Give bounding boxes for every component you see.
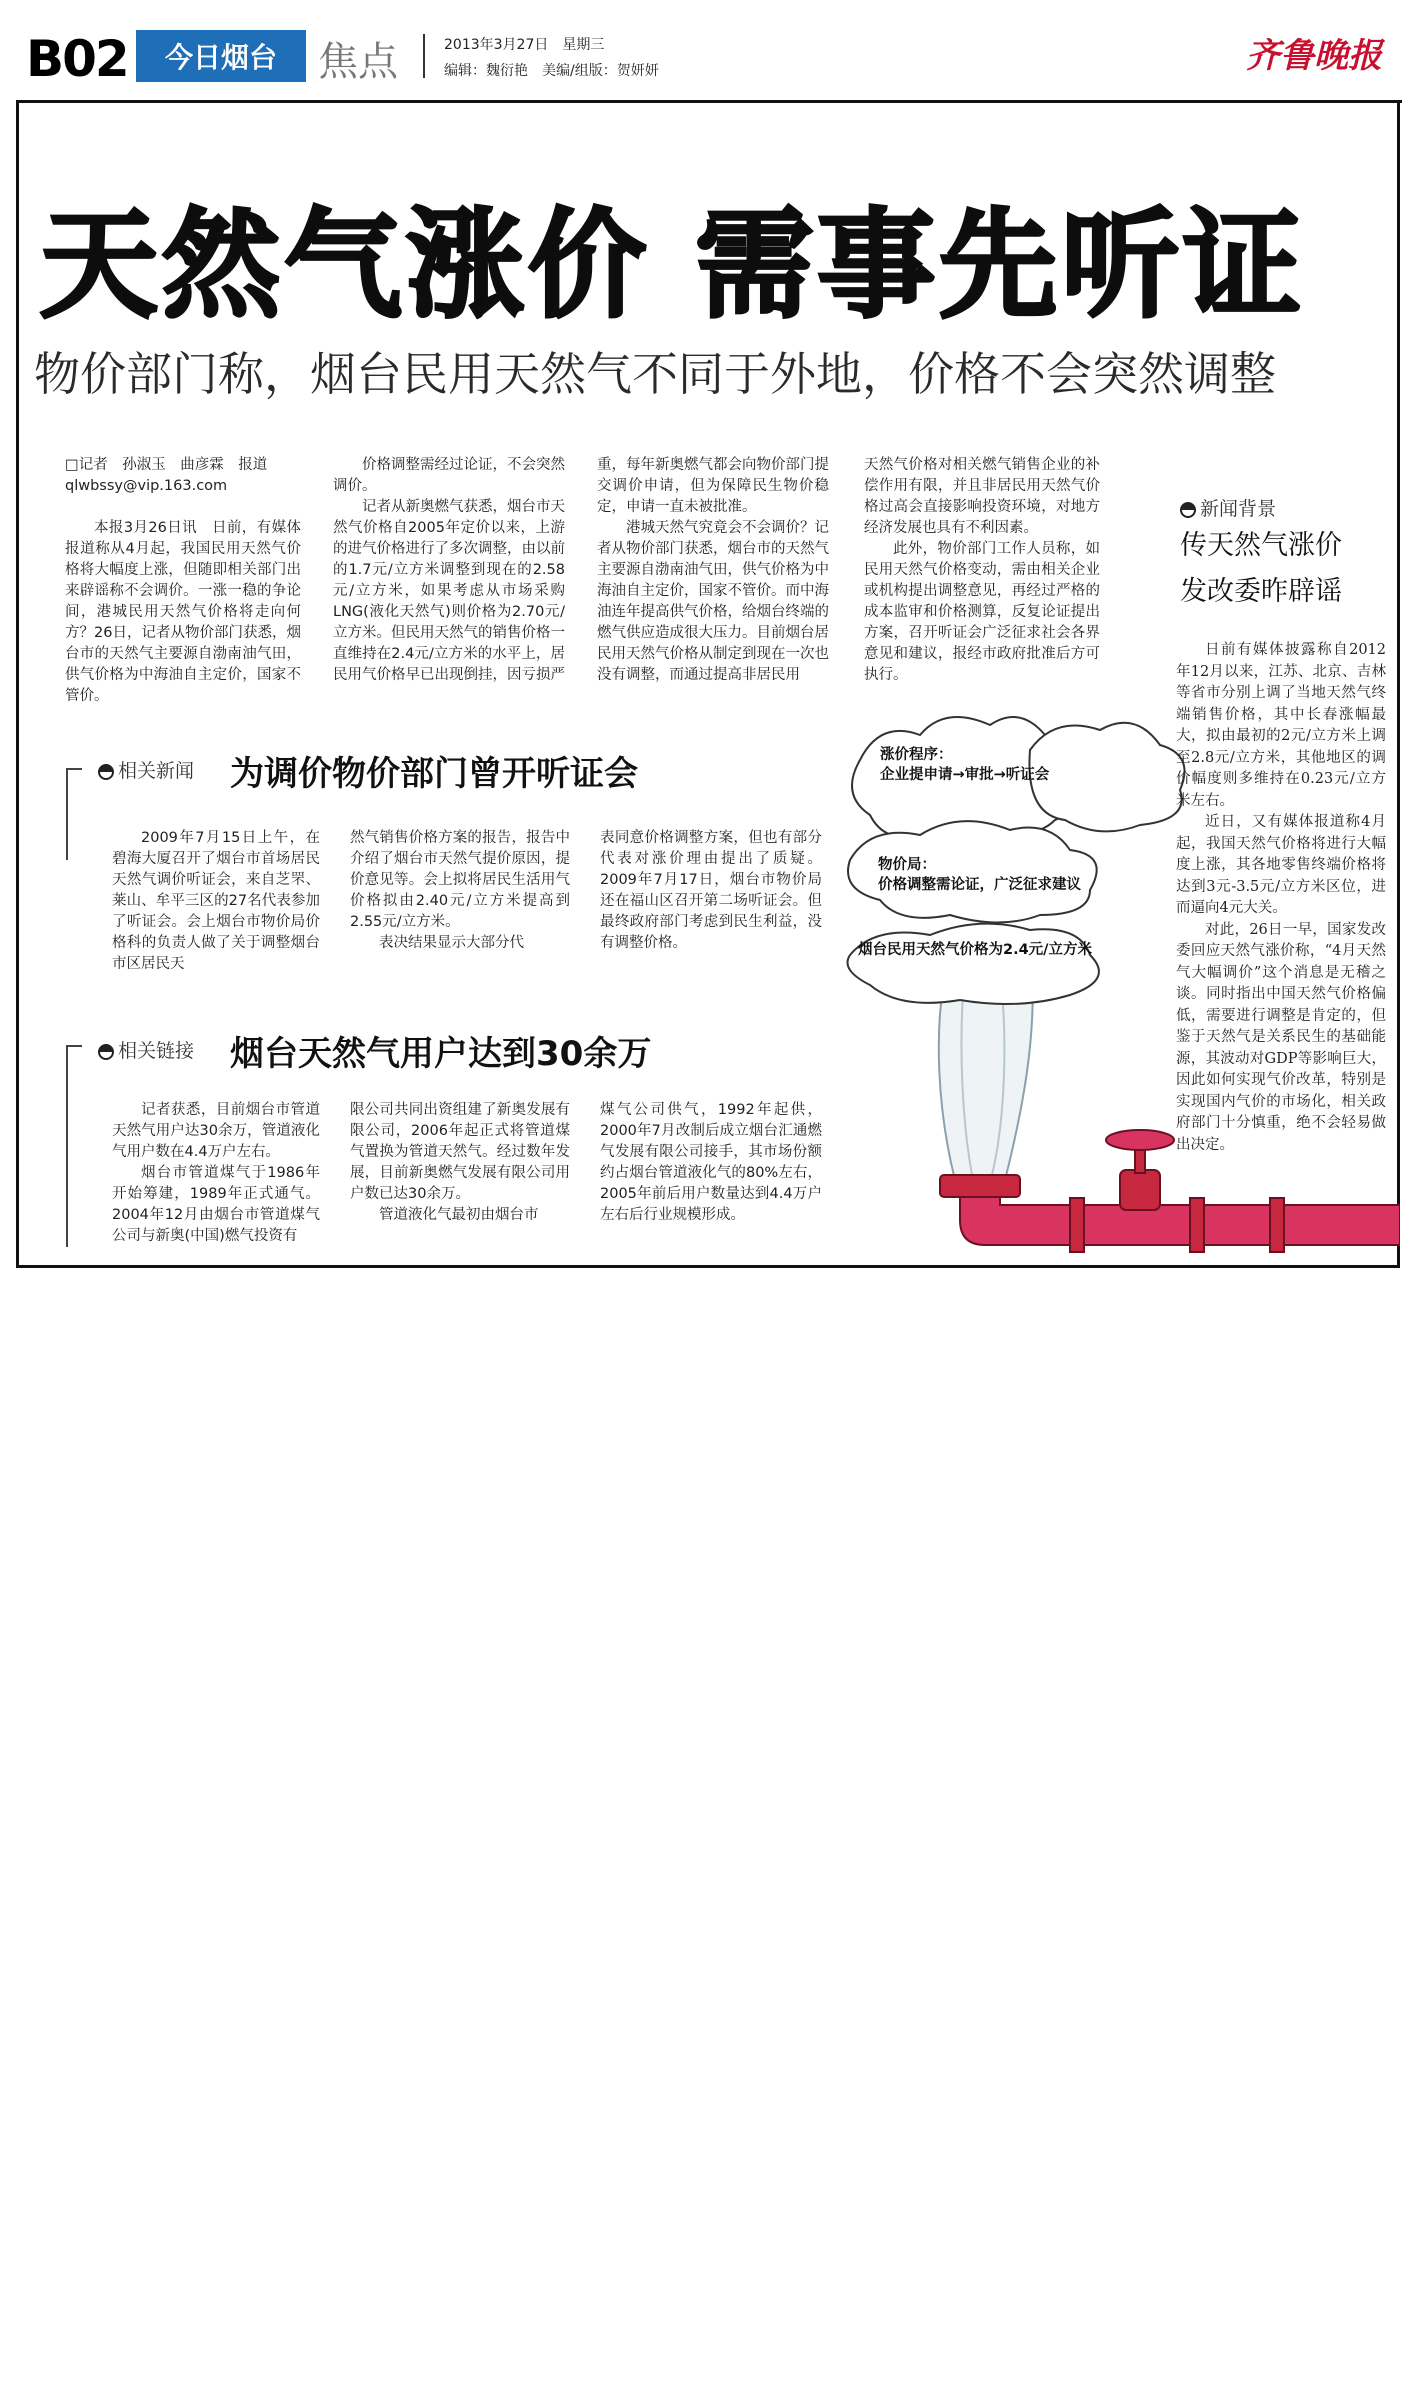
- editors-line: 编辑：魏衍艳 美编/组版：贺妍妍: [444, 63, 659, 79]
- related-link-col1: 记者获悉，目前烟台市管道天然气用户达30余万，管道液化气用户数在4.4万户左右。 烟台市管道煤气于1986年开始筹建，1989年正式通气。2004年12月由烟台市管道煤气公司与新奥(中国)燃气投资有: [112, 1102, 320, 1244]
- subheadline: 物价部门称，烟台民用天然气不同于外地，价格不会突然调整: [34, 347, 1276, 401]
- cloud-caption-procedure: 涨价程序： 企业提申请→审批→听证会: [880, 747, 1050, 783]
- topic-label: 焦点: [318, 39, 398, 85]
- valve-icon: [1106, 1130, 1174, 1210]
- background-label: 新闻背景: [1180, 494, 1276, 521]
- article-col2: [333, 455, 565, 686]
- related-news-col3: 表同意价格调整方案，但也有部分代表对涨价理由提出了质疑。2009年7月17日，烟台市物价局还在福山区召开第二场听证会。但最终政府部门考虑到民生利益，没有调整价格。: [600, 830, 822, 951]
- article-col1: 本报3月26日讯 日前，有媒体报道称从4月起，我国民用天然气价格将大幅度上涨，但随即相关部门出来辟谣称不会调价。一涨一稳的争论间，港城民用天然气价格将走向何方？26日，记者从物价部门获悉，烟台市的天然气主要源自渤南油气田，供气价格为中海油自主定价，国家不管价。: [65, 520, 301, 704]
- header-divider: [423, 34, 425, 78]
- related-link-col3: 煤气公司供气，1992年起供，2000年7月改制后成立烟台汇通燃气发展有限公司接手，其市场份额约占烟台管道液化气的80%左右，2005年前后用户数量达到4.4万户左右后行业规模形成。: [600, 1102, 822, 1223]
- headline: 天然气涨价 需事先听证: [40, 196, 1306, 334]
- article-col3: [597, 455, 829, 686]
- related-link-label: 相关链接: [98, 1036, 194, 1063]
- related-news-label: 相关新闻: [98, 756, 194, 783]
- half-circle-icon: [98, 1044, 114, 1060]
- gas-pipe: [960, 1197, 1400, 1245]
- cloud-caption-price: 烟台民用天然气价格为2.4元/立方米: [858, 942, 1092, 958]
- related-link-title: 烟台天然气用户达到30余万: [230, 1034, 652, 1074]
- article-col4-p1: 天然气价格对相关燃气销售企业的补偿作用有限，并且非居民用天然气价格过高会直接影响投资环境，对地方经济发展也具有不利因素。: [864, 457, 1100, 536]
- article-col2-p1: 价格调整需经过论证，不会突然调价。: [333, 457, 565, 494]
- page-number: B02: [26, 30, 128, 88]
- byline: □记者 孙淑玉 曲彦霖 报道: [65, 457, 268, 473]
- article-col4-p2: 此外，物价部门工作人员称，如民用天然气价格变动，需由相关企业或机构提出调整意见，再经过严格的成本监审和价格测算，反复论证提出方案，召开听证会广泛征求社会各界意见和建议，报经市政府批准后方可执行。: [864, 541, 1100, 683]
- related-link-col2: 限公司共同出资组建了新奥发展有限公司，2006年起正式将管道煤气置换为管道天然气。经过数年发展，目前新奥燃气发展有限公司用户数已达30余万。 管道液化气最初由烟台市: [350, 1102, 570, 1223]
- article-col4: [864, 455, 1100, 686]
- email: qlwbssy@vip.163.com: [65, 478, 228, 494]
- related-news-col1: 2009年7月15日上午，在碧海大厦召开了烟台市首场居民天然气调价听证会，来自芝罘、莱山、牟平三区的27名代表参加了听证会。会上烟台市物价局价格科的负责人做了关于调整烟台市区居民天: [112, 830, 320, 972]
- date-line: 2013年3月27日 星期三: [444, 37, 605, 53]
- background-title: 传天然气涨价 发改委昨辟谣: [1180, 530, 1342, 607]
- background-body: 日前有媒体披露称自2012年12月以来，江苏、北京、吉林等省市分别上调了当地天然气终端销售价格，其中长春涨幅最大，拟由最初的2元/立方米上调至2.8元/立方米，其他地区的调价幅度则多维持在0.23元/立方米左右。 近日，又有媒体报道称4月起，我国天然气价格将进行大幅度上涨，其各地零售终端价格将达到3元-3.5元/立方米区位，进而逼向4元大关。 对此，26日一早，国家发改委回应天然气涨价称，“4月天然气大幅调价”这个消息是无稽之谈。同时指出中国天然气价格偏低，需要进行调整是肯定的，但鉴于天然气是关系民生的基础能源，其波动对GDP等影响巨大，因此如何实现气价改革，特别是实现国内气价的市场化，相关政府部门十分慎重，绝不会轻易做出决定。: [1176, 642, 1386, 1153]
- half-circle-icon: [98, 764, 114, 780]
- byline-block: [65, 455, 301, 707]
- section-bracket-2: [66, 1045, 82, 1247]
- related-news-col2: 然气销售价格方案的报告，报告中介绍了烟台市天然气提价原因，提价意见等。会上拟将居民生活用气价格拟由2.40元/立方米提高到2.55元/立方米。 表决结果显示大部分代: [350, 830, 570, 951]
- half-circle-icon: [1180, 502, 1196, 518]
- related-news-title: 为调价物价部门曾开听证会: [230, 754, 638, 794]
- newspaper-logo: 齐鲁晚报: [1246, 36, 1382, 76]
- article-col3-p2: 港城天然气究竟会不会调价？记者从物价部门获悉，烟台市的天然气主要源自渤南油气田，供气价格为中海油自主定价，国家不管价。而中海油连年提高供气价格，给烟台终端的燃气供应造成很大压力。目前烟台居民用天然气价格从制定到现在一次也没有调整，而通过提高非居民用: [597, 520, 829, 683]
- article-col3-p1: 重，每年新奥燃气都会向物价部门提交调价申请，但为保障民生物价稳定，申请一直未被批准。: [597, 457, 829, 515]
- section-bracket: [66, 768, 82, 860]
- section-badge: 今日烟台: [136, 30, 306, 82]
- cloud-caption-bureau: 物价局： 价格调整需论证，广泛征求建议: [878, 857, 1081, 893]
- article-col2-p2: 记者从新奥燃气获悉，烟台市天然气价格自2005年定价以来，上游的进气价格进行了多次调整，由以前的1.7元/立方米调整到现在的2.58元/立方米，如果考虑从市场采购LNG(液化天然气)则价格为2.70元/立方米。但民用天然气的销售价格一直维持在2.4元/立方米的水平上，居民用气价格早已出现倒挂，因亏损严: [333, 499, 565, 683]
